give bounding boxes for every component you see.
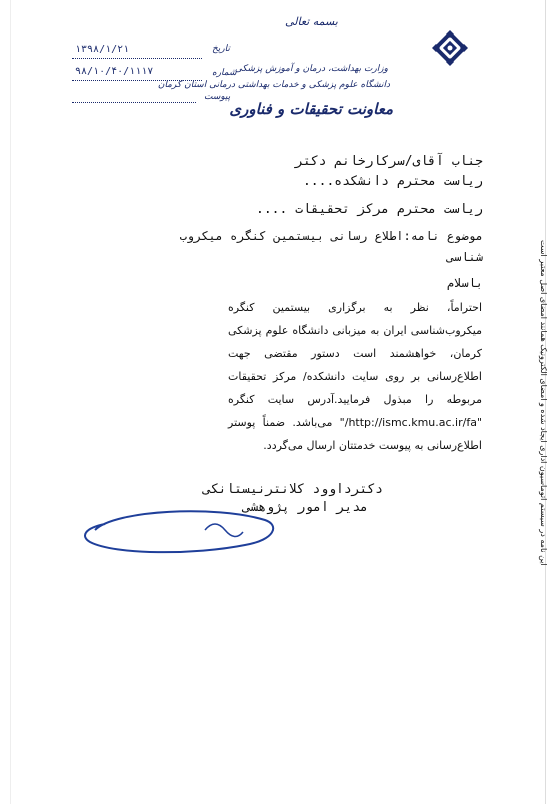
number-label: شماره — [212, 68, 237, 78]
attachment-dotted-line — [72, 102, 196, 103]
recipient-line-2: ریاست محترم دانشکده.... — [302, 174, 483, 189]
ministry-name: وزارت بهداشت، درمان و آموزش پزشکی — [234, 64, 388, 74]
authenticity-note — [536, 240, 550, 660]
date-label: تاریخ — [212, 44, 230, 54]
recipient-line-3: ریاست محترم مرکز تحقیقات .... — [256, 202, 483, 217]
university-emblem-icon — [430, 28, 470, 68]
letter-body-text: احتراماً، نظر به برگزاری بیستمین کنگره میکروب‌شناسی ایران به میزبانی دانشگاه علوم پزشکی کرمان، خواهشمند است دستور مقتضی جهت اطلاع‌رسانی بر روی سایت دانشکده/ مرکز تحقیقات مربوطه را مبذول فرمایید.آدرس سایت کنگره "http://ismc.kmu.ac.ir/fa/" می‌باشد. ضمناً پوستر اطلاع‌رسانی به پیوست خدمتتان ارسال می‌گردد. — [228, 301, 482, 452]
attachment-label: پیوست — [204, 92, 231, 102]
signer-name: دکترداوود کلانترنیستانکی — [202, 482, 383, 497]
recipient-line-1: جناب آقای/سرکارخانم دکتر — [295, 154, 483, 169]
date-dotted-line — [72, 58, 202, 59]
page-edge-left — [10, 0, 11, 804]
department-name: معاونت تحقیقات و فناوری — [229, 100, 393, 118]
number-value: ۹۸/۱۰/۴۰/۱۱۱۷ — [75, 66, 154, 77]
university-name: دانشگاه علوم پزشکی و خدمات بهداشتی درمانی استان کرمان — [157, 80, 390, 90]
greeting: باسلام — [446, 276, 483, 290]
number-dotted-line — [72, 80, 202, 81]
handwritten-signature — [75, 500, 285, 560]
subject-line-1: موضوع نامه:اطلاع رسانی بیستمین کنگره میکروب — [179, 229, 483, 243]
basmala: بسمه تعالی — [285, 15, 338, 28]
letter-body — [228, 296, 482, 457]
subject-line-2: شناسی — [446, 250, 483, 264]
authenticity-note-text: این نامه در سیستم اتوماسیون اداری ایجاد شده و امضای الکترونیک همانند امضای اصل معتبر است — [539, 240, 548, 566]
date-value: ۱۳۹۸/۱/۲۱ — [75, 44, 130, 55]
signer-title: مدیر امور پژوهشی — [242, 500, 368, 515]
